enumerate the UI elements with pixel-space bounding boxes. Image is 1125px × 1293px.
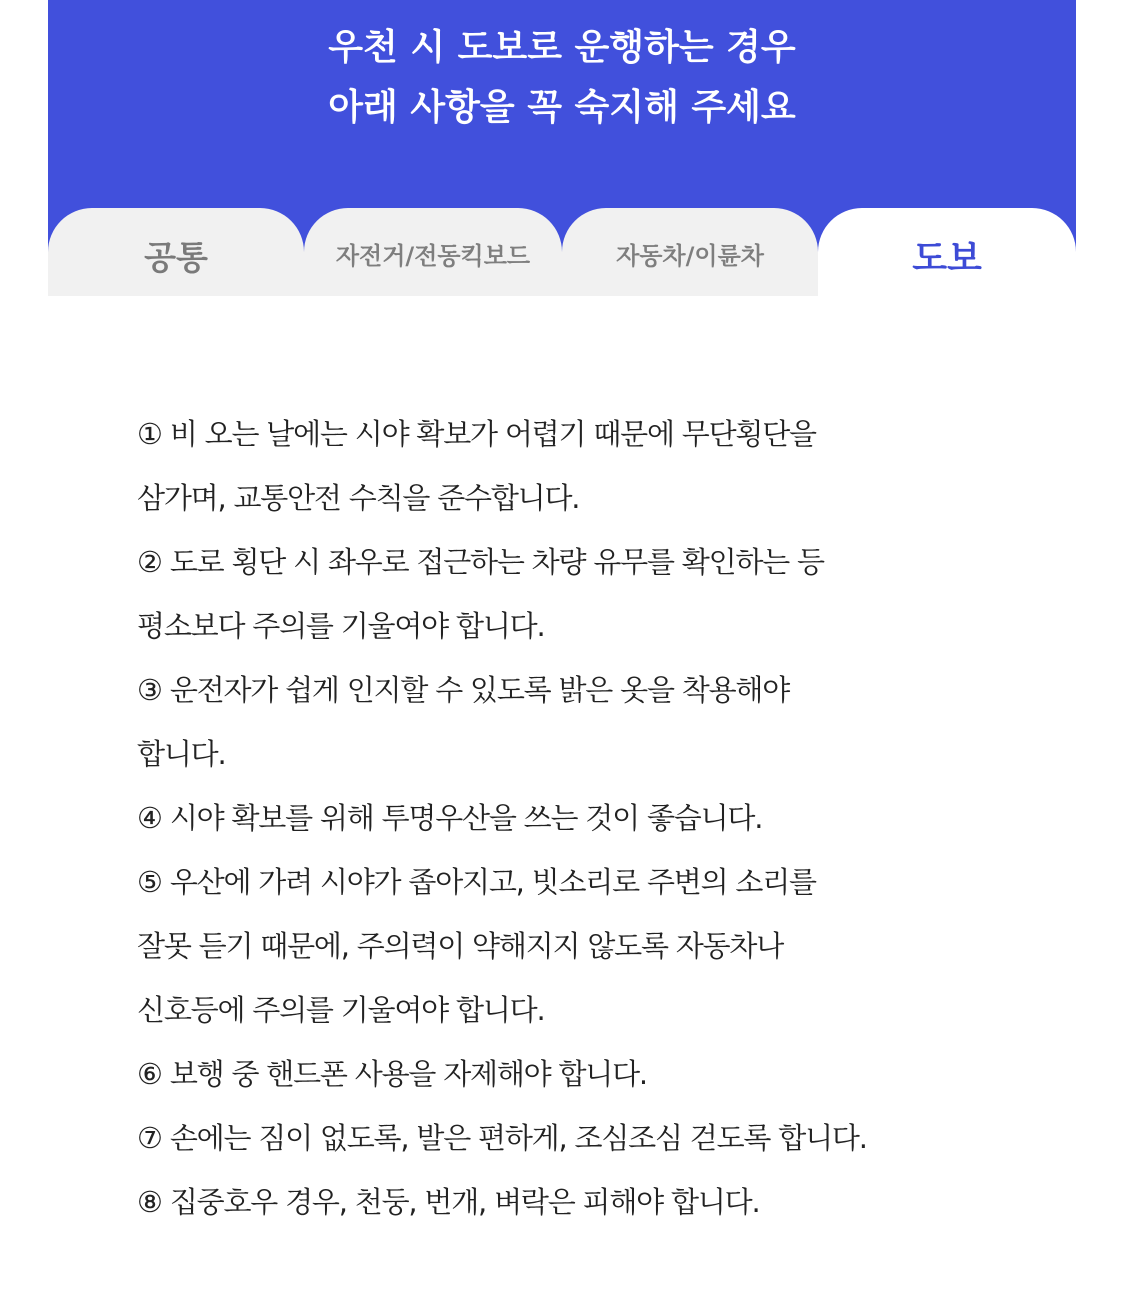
note-line: 신호등에 주의를 기울여야 합니다. (137, 993, 545, 1027)
note-line: 합니다. (137, 737, 226, 771)
note-line: ④ 시야 확보를 위해 투명우산을 쓰는 것이 좋습니다. (137, 801, 763, 835)
tab-bicycle-kickboard[interactable] (304, 208, 562, 296)
note-line: 평소보다 주의를 기울여야 합니다. (137, 609, 545, 643)
page-title-line-2: 아래 사항을 꼭 숙지해 주세요 (328, 87, 796, 128)
tab-walking-active[interactable] (818, 208, 1076, 296)
note-line: ② 도로 횡단 시 좌우로 접근하는 차량 유무를 확인하는 등 (137, 545, 824, 579)
note-line: ⑥ 보행 중 핸드폰 사용을 자제해야 합니다. (137, 1057, 647, 1091)
tab-walking-label: 도보 (912, 237, 982, 279)
tab-common-label: 공통 (144, 237, 208, 277)
note-line: ① 비 오는 날에는 시야 확보가 어렵기 때문에 무단횡단을 (137, 417, 816, 451)
note-line: 삼가며, 교통안전 수칙을 준수합니다. (137, 481, 580, 515)
tab-car-motorcycle-label: 자동차/이륜차 (616, 241, 764, 270)
note-line: ⑧ 집중호우 경우, 천둥, 번개, 벼락은 피해야 합니다. (137, 1185, 760, 1219)
tab-bicycle-kickboard-label: 자전거/전동킥보드 (335, 241, 531, 270)
safety-notes (137, 402, 1017, 1234)
tab-car-motorcycle[interactable] (562, 208, 818, 296)
page-title (48, 18, 1076, 138)
page-title-line-1: 우천 시 도보로 운행하는 경우 (328, 27, 796, 68)
note-line: ⑦ 손에는 짐이 없도록, 발은 편하게, 조심조심 걷도록 합니다. (137, 1121, 867, 1155)
note-line: 잘못 듣기 때문에, 주의력이 약해지지 않도록 자동차나 (137, 929, 784, 963)
tab-common[interactable] (48, 208, 304, 296)
category-tabs (48, 208, 1076, 296)
note-line: ⑤ 우산에 가려 시야가 좁아지고, 빗소리로 주변의 소리를 (137, 865, 816, 899)
note-line: ③ 운전자가 쉽게 인지할 수 있도록 밝은 옷을 착용해야 (137, 673, 790, 707)
header-banner (48, 0, 1076, 296)
